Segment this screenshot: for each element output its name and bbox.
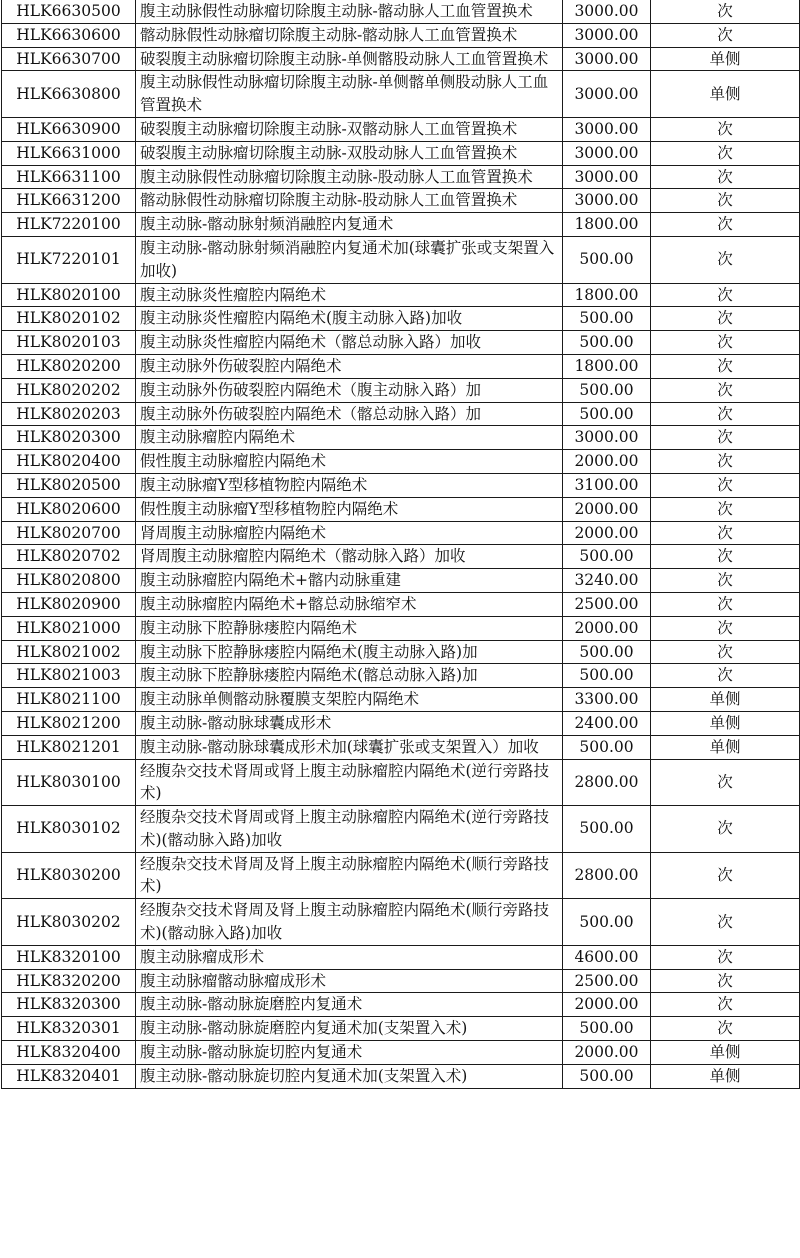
item-code-cell: HLK8320301: [2, 1017, 136, 1041]
item-unit-cell: 次: [651, 426, 800, 450]
item-name-cell: 腹主动脉-髂动脉旋磨腔内复通术加(支架置入术): [136, 1017, 563, 1041]
item-code-cell: HLK8021201: [2, 735, 136, 759]
item-unit-cell: 次: [651, 521, 800, 545]
table-row: [2, 307, 800, 331]
table-row: [2, 23, 800, 47]
table-row: [2, 141, 800, 165]
table-row: [2, 0, 800, 23]
item-price-cell: 3000.00: [563, 0, 651, 23]
table-row: [2, 426, 800, 450]
table-row: [2, 189, 800, 213]
item-code-cell: HLK8020702: [2, 545, 136, 569]
item-code-cell: HLK8020600: [2, 497, 136, 521]
item-price-cell: 1800.00: [563, 213, 651, 237]
item-code-cell: HLK8021100: [2, 688, 136, 712]
item-code-cell: HLK6630500: [2, 0, 136, 23]
table-row: [2, 1017, 800, 1041]
item-code-cell: HLK7220101: [2, 236, 136, 283]
item-price-cell: 4600.00: [563, 945, 651, 969]
item-code-cell: HLK8320401: [2, 1064, 136, 1088]
item-unit-cell: 次: [651, 23, 800, 47]
item-code-cell: HLK8020100: [2, 283, 136, 307]
item-name-cell: 腹主动脉外伤破裂腔内隔绝术: [136, 354, 563, 378]
table-row: [2, 378, 800, 402]
item-name-cell: 腹主动脉外伤破裂腔内隔绝术（髂总动脉入路）加: [136, 402, 563, 426]
item-name-cell: 破裂腹主动脉瘤切除腹主动脉-单侧髂股动脉人工血管置换术: [136, 47, 563, 71]
item-unit-cell: 次: [651, 969, 800, 993]
item-code-cell: HLK6630800: [2, 71, 136, 118]
item-price-cell: 2800.00: [563, 759, 651, 806]
item-name-cell: 腹主动脉瘤髂动脉瘤成形术: [136, 969, 563, 993]
item-price-cell: 500.00: [563, 806, 651, 853]
item-name-cell: 腹主动脉炎性瘤腔内隔绝术: [136, 283, 563, 307]
item-code-cell: HLK8030200: [2, 852, 136, 899]
item-name-cell: 腹主动脉-髂动脉旋切腔内复通术: [136, 1041, 563, 1065]
item-price-cell: 500.00: [563, 640, 651, 664]
item-price-cell: 3300.00: [563, 688, 651, 712]
item-name-cell: 腹主动脉瘤腔内隔绝术: [136, 426, 563, 450]
item-price-cell: 2000.00: [563, 993, 651, 1017]
table-row: [2, 711, 800, 735]
item-unit-cell: 次: [651, 473, 800, 497]
item-code-cell: HLK6631200: [2, 189, 136, 213]
item-name-cell: 腹主动脉假性动脉瘤切除腹主动脉-髂动脉人工血管置换术: [136, 0, 563, 23]
item-unit-cell: 次: [651, 354, 800, 378]
item-name-cell: 腹主动脉瘤Y型移植物腔内隔绝术: [136, 473, 563, 497]
table-row: [2, 592, 800, 616]
item-price-cell: 500.00: [563, 378, 651, 402]
item-name-cell: 髂动脉假性动脉瘤切除腹主动脉-股动脉人工血管置换术: [136, 189, 563, 213]
item-price-cell: 3000.00: [563, 189, 651, 213]
table-body: [2, 0, 800, 1088]
item-code-cell: HLK8020400: [2, 450, 136, 474]
item-unit-cell: 次: [651, 616, 800, 640]
item-unit-cell: 次: [651, 899, 800, 946]
item-code-cell: HLK8020500: [2, 473, 136, 497]
item-name-cell: 腹主动脉瘤腔内隔绝术+髂内动脉重建: [136, 569, 563, 593]
item-price-cell: 500.00: [563, 236, 651, 283]
table-row: [2, 354, 800, 378]
item-unit-cell: 次: [651, 759, 800, 806]
item-code-cell: HLK6631000: [2, 141, 136, 165]
table-row: [2, 283, 800, 307]
item-name-cell: 腹主动脉-髂动脉射频消融腔内复通术: [136, 213, 563, 237]
item-code-cell: HLK8320100: [2, 945, 136, 969]
item-code-cell: HLK8320300: [2, 993, 136, 1017]
item-name-cell: 经腹杂交技术肾周及肾上腹主动脉瘤腔内隔绝术(顺行旁路技术): [136, 852, 563, 899]
item-price-cell: 3000.00: [563, 165, 651, 189]
item-code-cell: HLK6630900: [2, 117, 136, 141]
item-code-cell: HLK8020202: [2, 378, 136, 402]
item-code-cell: HLK8020700: [2, 521, 136, 545]
table-row: [2, 640, 800, 664]
item-price-cell: 500.00: [563, 1017, 651, 1041]
item-price-cell: 3240.00: [563, 569, 651, 593]
item-unit-cell: 单侧: [651, 1041, 800, 1065]
item-unit-cell: 次: [651, 307, 800, 331]
item-name-cell: 假性腹主动脉瘤Y型移植物腔内隔绝术: [136, 497, 563, 521]
item-code-cell: HLK8320200: [2, 969, 136, 993]
table-row: [2, 852, 800, 899]
item-name-cell: 腹主动脉-髂动脉旋磨腔内复通术: [136, 993, 563, 1017]
table-row: [2, 47, 800, 71]
table-row: [2, 969, 800, 993]
item-price-cell: 3000.00: [563, 426, 651, 450]
item-name-cell: 经腹杂交技术肾周或肾上腹主动脉瘤腔内隔绝术(逆行旁路技术)(髂动脉入路)加收: [136, 806, 563, 853]
table-row: [2, 117, 800, 141]
table-row: [2, 806, 800, 853]
item-unit-cell: 次: [651, 141, 800, 165]
item-name-cell: 腹主动脉-髂动脉射频消融腔内复通术加(球囊扩张或支架置入加收): [136, 236, 563, 283]
item-price-cell: 500.00: [563, 307, 651, 331]
item-name-cell: 髂动脉假性动脉瘤切除腹主动脉-髂动脉人工血管置换术: [136, 23, 563, 47]
item-price-cell: 2400.00: [563, 711, 651, 735]
item-unit-cell: 次: [651, 283, 800, 307]
item-code-cell: HLK8020103: [2, 331, 136, 355]
table-row: [2, 569, 800, 593]
item-name-cell: 肾周腹主动脉瘤腔内隔绝术: [136, 521, 563, 545]
price-table: [1, 0, 800, 1089]
item-name-cell: 破裂腹主动脉瘤切除腹主动脉-双髂动脉人工血管置换术: [136, 117, 563, 141]
item-name-cell: 腹主动脉-髂动脉球囊成形术: [136, 711, 563, 735]
table-row: [2, 236, 800, 283]
item-price-cell: 500.00: [563, 1064, 651, 1088]
item-price-cell: 2500.00: [563, 592, 651, 616]
item-price-cell: 2000.00: [563, 450, 651, 474]
table-row: [2, 759, 800, 806]
table-row: [2, 402, 800, 426]
item-code-cell: HLK6631100: [2, 165, 136, 189]
item-unit-cell: 次: [651, 331, 800, 355]
table-row: [2, 450, 800, 474]
item-code-cell: HLK8030102: [2, 806, 136, 853]
item-name-cell: 腹主动脉下腔静脉瘘腔内隔绝术(腹主动脉入路)加: [136, 640, 563, 664]
item-unit-cell: 次: [651, 664, 800, 688]
item-price-cell: 3100.00: [563, 473, 651, 497]
item-name-cell: 经腹杂交技术肾周或肾上腹主动脉瘤腔内隔绝术(逆行旁路技术): [136, 759, 563, 806]
item-unit-cell: 次: [651, 213, 800, 237]
table-row: [2, 664, 800, 688]
item-unit-cell: 单侧: [651, 1064, 800, 1088]
item-unit-cell: 次: [651, 117, 800, 141]
item-price-cell: 3000.00: [563, 141, 651, 165]
table-row: [2, 616, 800, 640]
table-row: [2, 521, 800, 545]
item-unit-cell: 次: [651, 236, 800, 283]
item-price-cell: 500.00: [563, 545, 651, 569]
item-code-cell: HLK6630700: [2, 47, 136, 71]
item-price-cell: 3000.00: [563, 117, 651, 141]
item-name-cell: 破裂腹主动脉瘤切除腹主动脉-双股动脉人工血管置换术: [136, 141, 563, 165]
item-code-cell: HLK8020200: [2, 354, 136, 378]
item-name-cell: 肾周腹主动脉瘤腔内隔绝术（髂动脉入路）加收: [136, 545, 563, 569]
table-row: [2, 165, 800, 189]
table-row: [2, 993, 800, 1017]
item-name-cell: 腹主动脉外伤破裂腔内隔绝术（腹主动脉入路）加: [136, 378, 563, 402]
table-row: [2, 688, 800, 712]
item-name-cell: 腹主动脉下腔静脉瘘腔内隔绝术: [136, 616, 563, 640]
item-price-cell: 3000.00: [563, 47, 651, 71]
item-unit-cell: 单侧: [651, 688, 800, 712]
item-unit-cell: 次: [651, 945, 800, 969]
item-name-cell: 腹主动脉瘤成形术: [136, 945, 563, 969]
item-price-cell: 2500.00: [563, 969, 651, 993]
item-price-cell: 1800.00: [563, 354, 651, 378]
item-name-cell: 腹主动脉-髂动脉旋切腔内复通术加(支架置入术): [136, 1064, 563, 1088]
item-code-cell: HLK8320400: [2, 1041, 136, 1065]
table-row: [2, 497, 800, 521]
item-price-cell: 500.00: [563, 664, 651, 688]
item-unit-cell: 次: [651, 993, 800, 1017]
item-unit-cell: 次: [651, 165, 800, 189]
item-price-cell: 500.00: [563, 331, 651, 355]
item-unit-cell: 次: [651, 852, 800, 899]
table-row: [2, 213, 800, 237]
item-unit-cell: 次: [651, 378, 800, 402]
item-unit-cell: 单侧: [651, 47, 800, 71]
item-unit-cell: 单侧: [651, 735, 800, 759]
item-price-cell: 2800.00: [563, 852, 651, 899]
item-code-cell: HLK8030100: [2, 759, 136, 806]
table-row: [2, 735, 800, 759]
table-row: [2, 1041, 800, 1065]
item-name-cell: 腹主动脉-髂动脉球囊成形术加(球囊扩张或支架置入）加收: [136, 735, 563, 759]
table-row: [2, 71, 800, 118]
item-unit-cell: 次: [651, 450, 800, 474]
item-unit-cell: 次: [651, 402, 800, 426]
item-price-cell: 500.00: [563, 735, 651, 759]
item-name-cell: 腹主动脉瘤腔内隔绝术+髂总动脉缩窄术: [136, 592, 563, 616]
table-row: [2, 545, 800, 569]
item-code-cell: HLK8020102: [2, 307, 136, 331]
item-price-cell: 2000.00: [563, 616, 651, 640]
item-code-cell: HLK8021002: [2, 640, 136, 664]
item-unit-cell: 次: [651, 806, 800, 853]
item-code-cell: HLK8020800: [2, 569, 136, 593]
item-name-cell: 腹主动脉假性动脉瘤切除腹主动脉-股动脉人工血管置换术: [136, 165, 563, 189]
item-unit-cell: 次: [651, 189, 800, 213]
item-code-cell: HLK8021003: [2, 664, 136, 688]
item-code-cell: HLK7220100: [2, 213, 136, 237]
item-name-cell: 腹主动脉炎性瘤腔内隔绝术(腹主动脉入路)加收: [136, 307, 563, 331]
table-row: [2, 899, 800, 946]
item-name-cell: 腹主动脉假性动脉瘤切除腹主动脉-单侧髂单侧股动脉人工血管置换术: [136, 71, 563, 118]
item-name-cell: 腹主动脉单侧髂动脉覆膜支架腔内隔绝术: [136, 688, 563, 712]
item-code-cell: HLK8020900: [2, 592, 136, 616]
item-unit-cell: 次: [651, 0, 800, 23]
item-price-cell: 3000.00: [563, 23, 651, 47]
table-row: [2, 1064, 800, 1088]
item-code-cell: HLK8021000: [2, 616, 136, 640]
item-unit-cell: 单侧: [651, 71, 800, 118]
item-price-cell: 500.00: [563, 402, 651, 426]
item-code-cell: HLK8020300: [2, 426, 136, 450]
item-price-cell: 2000.00: [563, 521, 651, 545]
item-unit-cell: 次: [651, 545, 800, 569]
item-price-cell: 1800.00: [563, 283, 651, 307]
item-unit-cell: 单侧: [651, 711, 800, 735]
item-unit-cell: 次: [651, 1017, 800, 1041]
item-price-cell: 500.00: [563, 899, 651, 946]
item-name-cell: 经腹杂交技术肾周及肾上腹主动脉瘤腔内隔绝术(顺行旁路技术)(髂动脉入路)加收: [136, 899, 563, 946]
item-unit-cell: 次: [651, 497, 800, 521]
item-unit-cell: 次: [651, 569, 800, 593]
item-code-cell: HLK8030202: [2, 899, 136, 946]
item-price-cell: 2000.00: [563, 497, 651, 521]
item-unit-cell: 次: [651, 592, 800, 616]
table-row: [2, 331, 800, 355]
item-code-cell: HLK8021200: [2, 711, 136, 735]
item-price-cell: 3000.00: [563, 71, 651, 118]
table-row: [2, 473, 800, 497]
item-unit-cell: 次: [651, 640, 800, 664]
item-name-cell: 腹主动脉炎性瘤腔内隔绝术（髂总动脉入路）加收: [136, 331, 563, 355]
item-name-cell: 腹主动脉下腔静脉瘘腔内隔绝术(髂总动脉入路)加: [136, 664, 563, 688]
item-price-cell: 2000.00: [563, 1041, 651, 1065]
item-name-cell: 假性腹主动脉瘤腔内隔绝术: [136, 450, 563, 474]
item-code-cell: HLK6630600: [2, 23, 136, 47]
item-code-cell: HLK8020203: [2, 402, 136, 426]
table-row: [2, 945, 800, 969]
